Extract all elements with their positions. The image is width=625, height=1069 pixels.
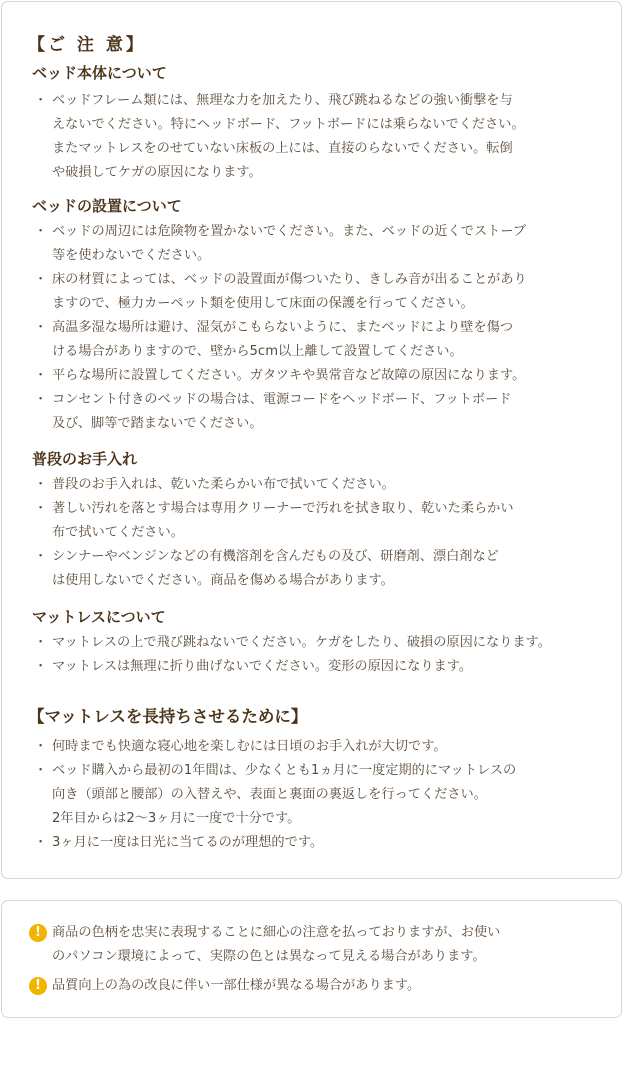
bullet: ・ bbox=[34, 477, 48, 492]
caution-panel bbox=[1, 1, 622, 879]
bullet: ・ bbox=[34, 835, 48, 850]
section-heading: ベッド本体について bbox=[32, 64, 167, 82]
list-item bbox=[34, 545, 609, 593]
item-text: 著しい汚れを落とす場合は専用クリーナーで汚れを拭き取り、乾いた柔らかい 布で拭いてください。 bbox=[52, 501, 514, 540]
list-item bbox=[34, 655, 609, 679]
item-text: 普段のお手入れは、乾いた柔らかい布で拭いてください。 bbox=[52, 477, 395, 492]
bullet: ・ bbox=[34, 368, 48, 383]
list-item bbox=[34, 89, 609, 185]
bullet: ・ bbox=[34, 635, 48, 650]
item-text: ベッドの周辺には危険物を置かないでください。また、ベッドの近くでストーブ 等を使わないでください。 bbox=[52, 224, 527, 263]
item-text: マットレスは無理に折り曲げないでください。変形の原因になります。 bbox=[52, 659, 473, 674]
list-item bbox=[34, 831, 609, 855]
list-item bbox=[34, 220, 609, 268]
bullet: ・ bbox=[34, 320, 48, 335]
bullet: ・ bbox=[34, 739, 48, 754]
list-item bbox=[34, 473, 609, 497]
notice-item bbox=[28, 921, 608, 969]
list-item bbox=[34, 364, 609, 388]
item-text: ベッド購入から最初の1年間は、少なくとも1ヵ月に一度定期的にマットレスの 向き（頭部と腰部）の入替えや、表面と裏面の裏返しを行ってください。 2年目からは2〜3ヶ月に一度で十分です。 bbox=[52, 763, 517, 826]
section-heading: 普段のお手入れ bbox=[32, 450, 138, 468]
item-text: 3ヶ月に一度は日光に当てるのが理想的です。 bbox=[52, 835, 324, 850]
bullet: ・ bbox=[34, 501, 48, 516]
bullet: ・ bbox=[34, 93, 48, 108]
item-text: 平らな場所に設置してください。ガタツキや異常音など故障の原因になります。 bbox=[52, 368, 526, 383]
item-text: 床の材質によっては、ベッドの設置面が傷ついたり、きしみ音が出ることがあり ますので、極力カーペット類を使用して床面の保護を行ってください。 bbox=[52, 272, 527, 311]
item-text: マットレスの上で飛び跳ねないでください。ケガをしたり、破損の原因になります。 bbox=[52, 635, 551, 650]
list-item bbox=[34, 497, 609, 545]
bullet: ・ bbox=[34, 392, 48, 407]
list-item bbox=[34, 388, 609, 436]
bullet: ・ bbox=[34, 272, 48, 287]
item-text: 高温多湿な場所は避け、湿気がこもらないように、またベッドにより壁を傷つ ける場合がありますので、壁から5cm以上離して設置してください。 bbox=[52, 320, 514, 359]
section-heading: マットレスについて bbox=[32, 608, 166, 626]
item-text: シンナーやベンジンなどの有機溶剤を含んだもの及び、研磨剤、漂白剤など は使用しないでください。商品を傷める場合があります。 bbox=[52, 549, 499, 588]
notice-panel bbox=[1, 900, 622, 1018]
section-heading: ベッドの設置について bbox=[32, 197, 182, 215]
mattress-care-heading: 【マットレスを長持ちさせるために】 bbox=[28, 707, 308, 726]
notice-item bbox=[28, 974, 608, 998]
bullet: ・ bbox=[34, 549, 48, 564]
item-text: ベッドフレーム類には、無理な力を加えたり、飛び跳ねるなどの強い衝撃を与 えないでください。特にヘッドボード、フットボードには乗らないでください。 またマットレスをのせていない床板の上には、直接のらないでください。転倒 や破損してケガの原因になります。 bbox=[52, 93, 525, 180]
caution-title: 【ご 注 意】 bbox=[28, 35, 146, 55]
item-text: コンセント付きのベッドの場合は、電源コードをヘッドボード、フットボード 及び、脚等で踏まないでください。 bbox=[52, 392, 512, 431]
list-item bbox=[34, 631, 609, 655]
bullet: ・ bbox=[34, 659, 48, 674]
list-item bbox=[34, 759, 609, 831]
notice-text: 商品の色柄を忠実に表現することに細心の注意を払っておりますが、お使い のパソコン環境によって、実際の色とは異なって見える場合があります。 bbox=[52, 925, 501, 964]
list-item bbox=[34, 316, 609, 364]
notice-text: 品質向上の為の改良に伴い一部仕様が異なる場合があります。 bbox=[52, 978, 421, 993]
list-item bbox=[34, 735, 609, 759]
warning-icon: ! bbox=[29, 977, 47, 995]
warning-icon: ! bbox=[29, 924, 47, 942]
item-text: 何時までも快適な寝心地を楽しむには日頃のお手入れが大切です。 bbox=[52, 739, 447, 754]
bullet: ・ bbox=[34, 763, 48, 778]
list-item bbox=[34, 268, 609, 316]
bullet: ・ bbox=[34, 224, 48, 239]
